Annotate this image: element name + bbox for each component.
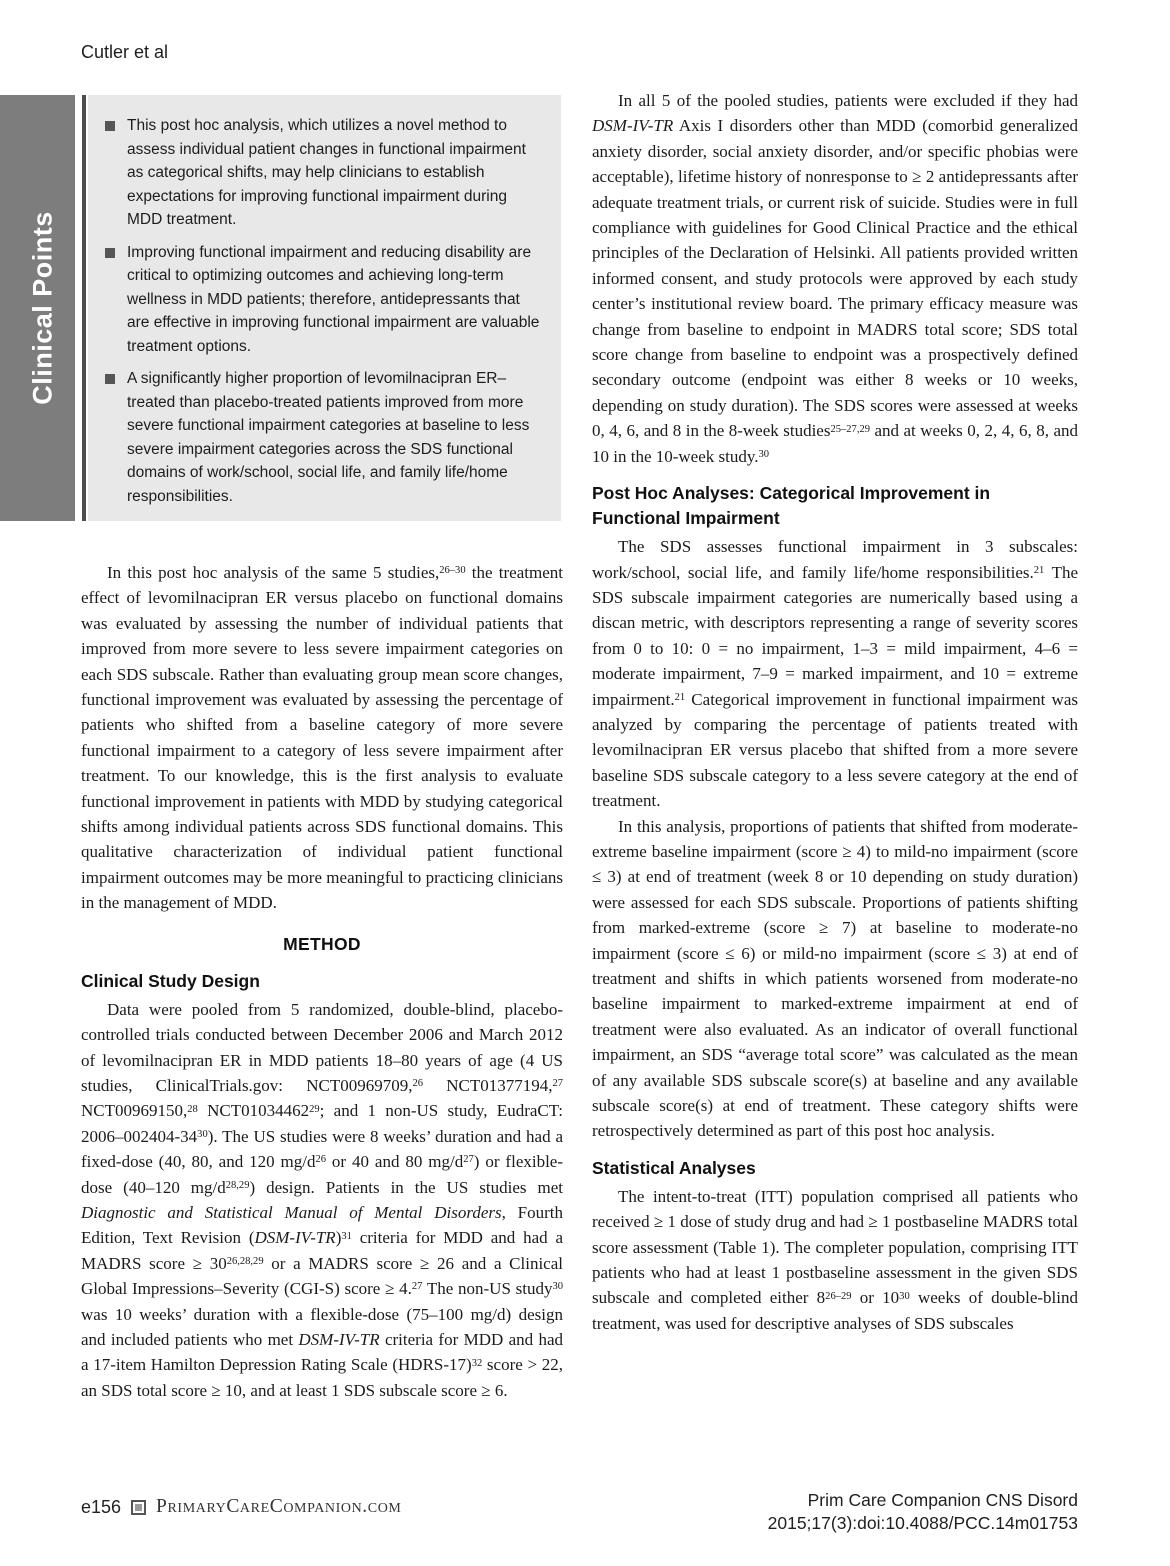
subsection-heading-clinical-study-design: Clinical Study Design: [81, 970, 260, 991]
paragraph-category-shifts: In this analysis, proportions of patients that shifted from moderate-extreme baseline impairment (score ≥ 4) to mild-no impairment (score ≤ 3) at end of treatment (week 8 or 10 depending on study duration) were assessed for each SDS subscale. Proportions of patients shifting from marked-extreme (score ≥ 7) at baseline to moderate-no impairment (score ≤ 6) or mild-no impairment (score ≤ 3) at end of treatment and shifts in which patients worsened from moderate-no baseline impairment to marked-extreme impairment at end of treatment were also evaluated. As an indicator of overall functional impairment, an SDS “average total score” was calculated as the mean of any available SDS subscale score(s) at baseline and any available subscale score(s) at end of treatment. These category shifts were retrospectively determined as part of this post hoc analysis.: [592, 816, 1078, 1141]
subsection-heading-statistical-analyses: Statistical Analyses: [592, 1157, 756, 1178]
section-heading-method: METHOD: [283, 933, 361, 954]
clinical-points-label: Clinical Points: [27, 211, 58, 405]
bullet-square-icon: [105, 248, 115, 258]
clinical-points-list: [88, 95, 561, 521]
journal-website: PrimaryCareCompanion.com: [156, 1496, 402, 1517]
clinical-point-item: [105, 367, 546, 508]
clinical-point-item: [105, 114, 546, 232]
subsection-heading-post-hoc-analyses: Post Hoc Analyses: Categorical Improvement in Functional Impairment: [592, 483, 991, 529]
left-column: [81, 560, 563, 1403]
paragraph-itt-population: The intent-to-treat (ITT) population comprised all patients who received ≥ 1 dose of study drug and had ≥ 1 postbaseline MADRS total score assessment (Table 1). The completer population, comprising ITT patients who had at least 1 postbaseline assessment in the given SDS subscale and completed either 8$^{26-29}$ or $10^{30}$ weeks of double-blind treatment, was used for descriptive analyses of SDS subscales: [592, 1186, 1078, 1333]
clinical-point-text: Improving functional impairment and reducing disability are critical to optimizing outcomes and achieving long-term wellness in MDD patients; therefore, antidepressants that are effective in improving functional impairment are valuable treatment options.: [127, 243, 540, 355]
paragraph-exclusions: In all 5 of the pooled studies, patients were excluded if they had DSM-IV-TR Axis I disorders other than MDD (comorbid generalized anxiety disorder, social anxiety disorder, and/or specific phobias were acceptable), lifetime history of nonresponse to ≥ 2 antidepressants after adequate treatment trials, or current risk of suicide. Studies were in full compliance with guidelines for Good Clinical Practice and the ethical principles of the Declaration of Helsinki. All patients provided written informed consent, and study protocols were approved by each study center’s institutional review board. The primary efficacy measure was change from baseline to endpoint in MADRS total score; SDS total score change from baseline to endpoint was a prospectively defined secondary outcome (endpoint was either 8 weeks or 10 weeks, depending on study duration). The SDS scores were assessed at weeks 0, 4, 6, and 8 in the 8-week studies$^{25-27,29}$ and at weeks 0, 2, 4, 6, 8, and 10 in the 10-week study.$^{30}$: [592, 91, 1079, 466]
journal-citation-line2: 2015;17(3):doi:10.4088/PCC.14m01753: [767, 1513, 1078, 1533]
paragraph-intro: In this post hoc analysis of the same 5 studies,$^{26-30}$ the treatment effect of levomilnacipran ER versus placebo on functional domains was evaluated by assessing the number of individual patients that improved from more severe to less severe impairment categories on each SDS subscale. Rather than evaluating group mean score changes, functional improvement was evaluated by assessing the percentage of patients who shifted from a baseline category of more severe functional impairment to a category of less severe impairment after treatment. To our knowledge, this is the first analysis to evaluate functional improvement in patients with MDD by studying categorical shifts among individual patients across SDS functional domains. This qualitative characterization of individual patient functional impairment outcomes may be more meaningful to practicing clinicians in the management of MDD.: [81, 563, 563, 913]
clinical-points-callout: [0, 95, 561, 521]
right-column: [592, 88, 1078, 1336]
footer-right: [768, 1489, 1078, 1535]
bullet-square-icon: [105, 121, 115, 131]
clinical-points-sidebar: [0, 95, 75, 521]
clinical-point-text: This post hoc analysis, which utilizes a novel method to assess individual patient changes in functional impairment as categorical shifts, may help clinicians to establish expectations for improving functional impairment during MDD treatment.: [127, 117, 526, 228]
journal-citation-line1: Prim Care Companion CNS Disord: [807, 1490, 1078, 1510]
paragraph-study-design: Data were pooled from 5 randomized, double-blind, placebo-controlled trials conducted between December 2006 and March 2012 of levomilnacipran ER in MDD patients 18–80 years of age (4 US studies, ClinicalTrials.gov: NCT00969709,26 NCT01377194,27 NCT00969150,28 NCT01034462$^{29}$; and 1 non-US study, EudraCT: $2006-002404-34^{30}$). The US studies were 8 weeks’ duration and had a fixed-dose (40, 80, and 120 $mg/d^{26}$ or 40 and 80 $mg/d^{27}$) or flexible-dose (40–120 $mg/d^{28,29}$) design. Patients in the US studies met Diagnostic and Statistical Manual of Mental Disorders, Fourth Edition, Text Revision $(DSM-IV-TR)^{31}$ criteria for MDD and had a MADRS score ≥ $30^{26,28,29}$ or a MADRS score ≥ 26 and a Clinical Global Impressions–Severity (CGI-S) score ≥ 4.27 The non-US study$^{30}$ was 10 weeks’ duration with a flexible-dose (75–100 mg/d) design and included patients who met DSM-IV-TR criteria for MDD and had a 17-item Hamilton Depression Rating Scale (HDRS-17)$^{32}$ score > 22, an SDS total score ≥ 10, and at least 1 SDS subscale score ≥ 6.: [81, 999, 564, 1400]
bullet-square-icon: [105, 374, 115, 384]
journal-square-icon: [131, 1500, 146, 1515]
running-head: Cutler et al: [81, 42, 169, 62]
page-number: e156: [81, 1496, 122, 1517]
clinical-point-text: A significantly higher proportion of levomilnacipran ER–treated than placebo-treated patients improved from more severe functional impairment categories at baseline to less severe impairment categories across the SDS functional domains of work/school, social life, and family life/home responsibilities.: [127, 370, 530, 505]
clinical-point-item: [105, 241, 546, 359]
footer-left: [81, 1496, 401, 1518]
paragraph-sds-subscales: The SDS assesses functional impairment in 3 subscales: work/school, social life, and family life/home responsibilities.$^{21}$ The SDS subscale impairment categories are numerically based using a discan metric, with descriptors representing a range of severity scores from 0 to 10: 0 = no impairment, 1–3 = mild impairment, 4–6 = moderate impairment, 7–9 = marked impairment, and 10 = extreme impairment.$^{21}$ Categorical improvement in functional impairment was analyzed by comparing the percentage of patients treated with levomilnacipran ER versus placebo that shifted from a more severe baseline SDS subscale category to a less severe category at the end of treatment.: [592, 537, 1079, 811]
clinical-points-divider: [82, 95, 86, 521]
